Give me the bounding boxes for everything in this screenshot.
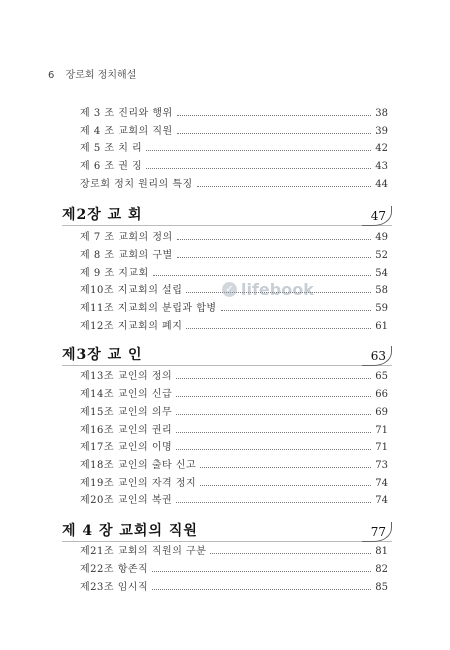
chapter-page: 47 (370, 209, 386, 223)
toc-entry-label: 제 3 조 진리와 행위 (80, 108, 173, 119)
dot-leader (210, 553, 371, 554)
toc-entry-page: 38 (375, 108, 388, 119)
dot-leader (152, 589, 371, 590)
toc-entry-page: 81 (375, 546, 388, 557)
chapter-title: 제2장 교 회 (62, 207, 143, 223)
toc-entry (80, 490, 388, 506)
dot-leader (176, 449, 371, 450)
toc-entry-page: 44 (375, 179, 388, 190)
chapter-rule (62, 225, 392, 226)
toc-entry-label: 제 7 조 교회의 정의 (80, 232, 173, 243)
toc-entry-page: 74 (375, 495, 388, 506)
chapter-arc-ornament (362, 346, 392, 366)
toc-entry-label: 제15조 교인의 의무 (80, 407, 173, 418)
toc-entry (80, 156, 388, 172)
toc-entry-label: 제 9 조 지교회 (80, 268, 149, 279)
toc-entry-label: 제12조 지교회의 폐지 (80, 321, 183, 332)
toc-entry-label: 제 5 조 치 리 (80, 143, 143, 154)
toc-entry (80, 437, 388, 453)
page-number: 6 (48, 70, 55, 81)
chapter-page: 63 (370, 349, 386, 363)
chapter-heading (62, 204, 392, 226)
dot-leader (177, 133, 371, 134)
toc-entry (80, 138, 388, 154)
toc-entry (80, 245, 388, 261)
toc-entry (80, 103, 388, 119)
toc-entry-label: 제17조 교인의 이명 (80, 442, 173, 453)
toc-entry-label: 제16조 교인의 권리 (80, 425, 173, 436)
toc-entry (80, 455, 388, 471)
toc-entry-label: 제22조 항존직 (80, 564, 149, 575)
toc-entry-label: 장로회 정치 원리의 특징 (80, 179, 193, 190)
watermark-text: lifebook (241, 280, 314, 299)
toc-entry-page: 74 (375, 478, 388, 489)
toc-entry-page: 39 (375, 126, 388, 137)
dot-leader (176, 432, 371, 433)
lifebook-logo-icon: ✓ (222, 282, 237, 297)
dot-leader (176, 378, 371, 379)
chapter-arc-ornament (362, 206, 392, 226)
toc-entry-label: 제11조 지교회의 분립과 합병 (80, 303, 217, 314)
chapter-heading (62, 344, 392, 366)
dot-leader (197, 186, 371, 187)
toc-entry (80, 227, 388, 243)
dot-leader (221, 310, 371, 311)
toc-entry-page: 58 (375, 285, 388, 296)
dot-leader (176, 414, 371, 415)
toc-entry-page: 61 (375, 321, 388, 332)
dot-leader (146, 150, 371, 151)
dot-leader (177, 115, 371, 116)
chapter-title: 제 4 장 교회의 직원 (62, 523, 198, 539)
toc-entry (80, 559, 388, 575)
toc-entry-label: 제 6 조 권 징 (80, 161, 143, 172)
toc-entry-page: 59 (375, 303, 388, 314)
toc-entry-page: 71 (375, 442, 388, 453)
toc-entry-label: 제23조 임시직 (80, 582, 149, 593)
chapter-page: 77 (370, 525, 386, 539)
toc-entry (80, 577, 388, 593)
dot-leader (176, 396, 371, 397)
toc-entry-page: 65 (375, 371, 388, 382)
toc-entry-label: 제14조 교인의 신급 (80, 389, 173, 400)
lifebook-watermark (222, 280, 314, 299)
toc-entry-label: 제19조 교인의 자격 정지 (80, 478, 197, 489)
toc-entry-page: 85 (375, 582, 388, 593)
dot-leader (176, 502, 371, 503)
toc-entry-page: 43 (375, 161, 388, 172)
toc-entry (80, 384, 388, 400)
toc-entry-label: 제 8 조 교회의 구별 (80, 250, 173, 261)
dot-leader (186, 328, 371, 329)
dot-leader (153, 275, 371, 276)
chapter-title: 제3장 교 인 (62, 347, 143, 363)
dot-leader (152, 571, 371, 572)
toc-entry (80, 316, 388, 332)
dot-leader (146, 168, 371, 169)
toc-entry-page: 49 (375, 232, 388, 243)
toc-entry-page: 52 (375, 250, 388, 261)
book-title: 장로회 정치해설 (65, 70, 137, 81)
toc-entry-label: 제 4 조 교회의 직원 (80, 126, 173, 137)
toc-entry-page: 69 (375, 407, 388, 418)
toc-entry (80, 174, 388, 190)
toc-entry-label: 제18조 교인의 출타 신고 (80, 460, 197, 471)
toc-entry (80, 298, 388, 314)
toc-entry (80, 121, 388, 137)
dot-leader (177, 239, 371, 240)
toc-entry (80, 541, 388, 557)
dot-leader (200, 467, 371, 468)
toc-entry-label: 제21조 교회의 직원의 구분 (80, 546, 207, 557)
toc-entry-label: 제20조 교인의 복권 (80, 495, 173, 506)
toc-entry-page: 42 (375, 143, 388, 154)
toc-entry-page: 71 (375, 425, 388, 436)
toc-entry-label: 제10조 지교회의 설립 (80, 285, 183, 296)
chapter-heading (62, 520, 392, 542)
dot-leader (200, 485, 371, 486)
chapter-arc-ornament (362, 522, 392, 542)
toc-entry (80, 473, 388, 489)
toc-entry-page: 82 (375, 564, 388, 575)
toc-entry-page: 66 (375, 389, 388, 400)
toc-entry (80, 263, 388, 279)
toc-entry-label: 제13조 교인의 정의 (80, 371, 173, 382)
toc-entry-page: 73 (375, 460, 388, 471)
toc-entry-page: 54 (375, 268, 388, 279)
toc-entry (80, 366, 388, 382)
toc-entry (80, 402, 388, 418)
toc-entry (80, 420, 388, 436)
dot-leader (177, 257, 371, 258)
